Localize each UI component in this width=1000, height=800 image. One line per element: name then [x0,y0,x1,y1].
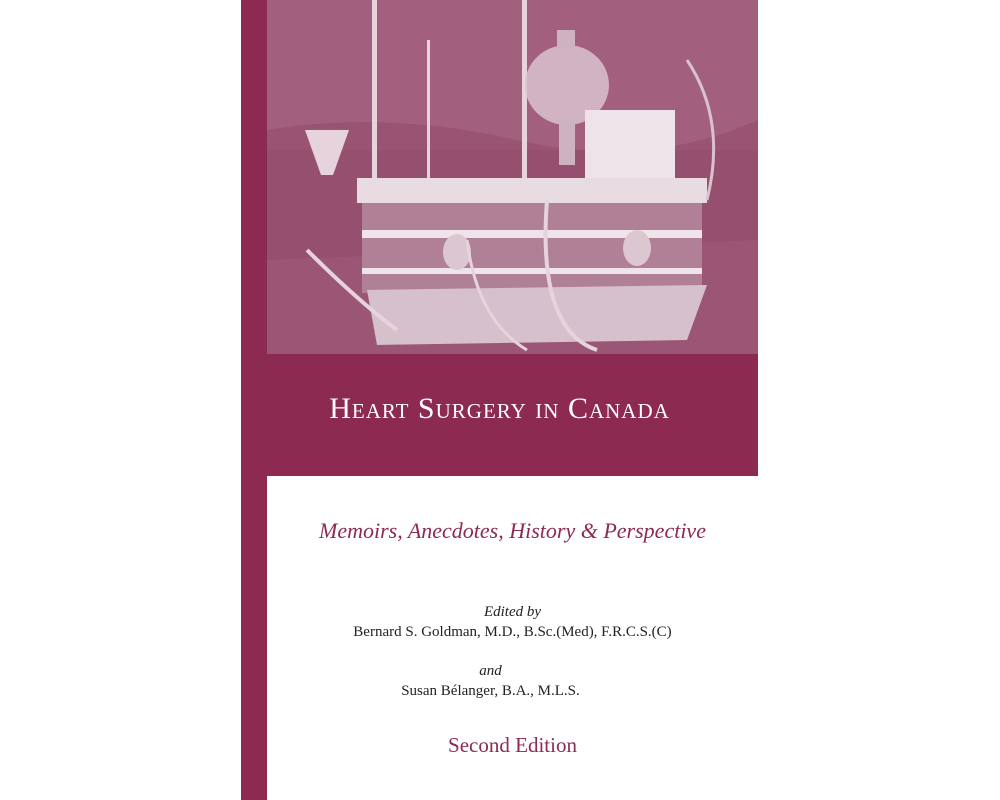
editor-name-1: Bernard S. Goldman, M.D., B.Sc.(Med), F.R.C.S.(C) [353,624,672,640]
cover-photo-heart-lung-machine [267,0,758,354]
edition-label: Second Edition [448,733,577,757]
book-cover [241,0,758,800]
apparatus-illustration [267,0,758,354]
edited-by-label: Edited by [483,604,542,620]
cover-text-panel [267,476,758,800]
editor-name-2: Susan Bélanger, B.A., M.L.S. [401,683,580,699]
and-label: and [479,663,502,679]
book-subtitle: Memoirs, Anecdotes, History & Perspective [319,518,706,543]
book-title: Heart Surgery in Canada [329,392,670,425]
